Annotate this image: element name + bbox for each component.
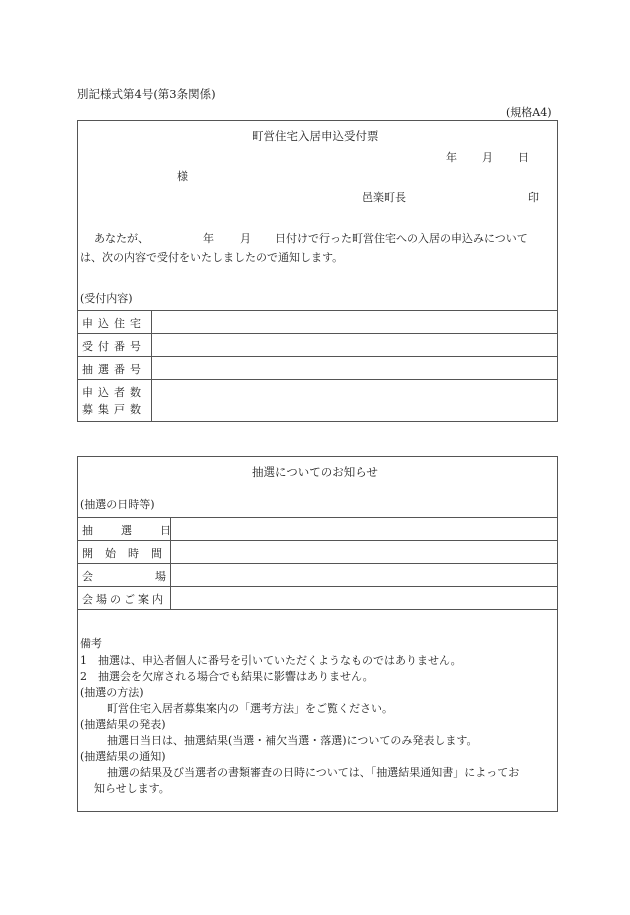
note-line: 町営住宅入居者募集案内の「選考方法」をご覧ください。	[107, 702, 393, 715]
lottery-title: 抽選についてのお知らせ	[252, 465, 378, 479]
body-text-year: 年	[203, 232, 214, 245]
date-month: 月	[482, 151, 493, 164]
receipt-table-divider	[151, 310, 152, 422]
note-line: 2 抽選会を欠席される場合でも結果に影響はありません。	[80, 670, 374, 683]
lottery-section-label: (抽選の日時等)	[80, 498, 155, 511]
row-label-lottery-date: 抽選日	[82, 524, 199, 537]
lottery-table-line	[77, 540, 558, 541]
receipt-box	[77, 120, 558, 422]
note-line: 抽選の結果及び当選者の書類審査の日時については、「抽選結果通知書」によってお	[107, 766, 520, 779]
row-label-venue: 会場	[82, 570, 228, 583]
date-year: 年	[446, 151, 457, 164]
note-line: 抽選日当日は、抽選結果(当選・補欠当選・落選)についてのみ発表します。	[107, 734, 478, 747]
receipt-table-line	[77, 310, 558, 311]
note-line: (抽選結果の通知)	[80, 750, 166, 763]
issuer-name: 邑楽町長	[362, 191, 406, 204]
date-day: 日	[518, 151, 529, 164]
lottery-table-line	[77, 609, 558, 610]
form-number: 別記様式第4号(第3条関係)	[77, 87, 216, 101]
body-text-month: 月	[240, 232, 251, 245]
row-label-units: 募集戸数	[82, 403, 146, 416]
row-label-applied-housing	[82, 315, 146, 331]
note-line: (抽選の方法)	[80, 686, 144, 699]
body-text-line2: は、次の内容で受付をいたしましたので通知します。	[80, 251, 344, 264]
paper-size: (規格A4)	[506, 106, 552, 119]
lottery-table-line	[77, 517, 558, 518]
label-text: 申込住宅	[82, 317, 146, 330]
lottery-table-line	[77, 586, 558, 587]
row-label-venue-guide: 会場のご案内	[82, 593, 166, 606]
row-label-receipt-number: 受付番号	[82, 340, 146, 353]
body-text-line1b: 日付けで行った町営住宅への入居の申込みについて	[275, 232, 528, 245]
receipt-table-line	[77, 356, 558, 357]
row-label-applicants: 申込者数	[82, 386, 146, 399]
addressee-suffix: 様	[177, 170, 188, 183]
body-text-line1a: あなたが、	[94, 232, 149, 245]
receipt-title: 町営住宅入居申込受付票	[252, 129, 379, 143]
lottery-table-line	[77, 563, 558, 564]
receipt-table-line	[77, 333, 558, 334]
note-line: 1 抽選は、申込者個人に番号を引いていただくようなものではありません。	[80, 654, 462, 667]
note-line: (抽選結果の発表)	[80, 718, 166, 731]
notes-heading: 備考	[80, 637, 102, 650]
receipt-table-line	[77, 379, 558, 380]
seal-mark: 印	[528, 191, 539, 204]
row-label-lottery-number: 抽選番号	[82, 363, 146, 376]
receipt-section-label: (受付内容)	[80, 292, 133, 305]
note-line: 知らせします。	[94, 782, 170, 795]
row-label-start-time: 開始時間	[82, 547, 174, 560]
